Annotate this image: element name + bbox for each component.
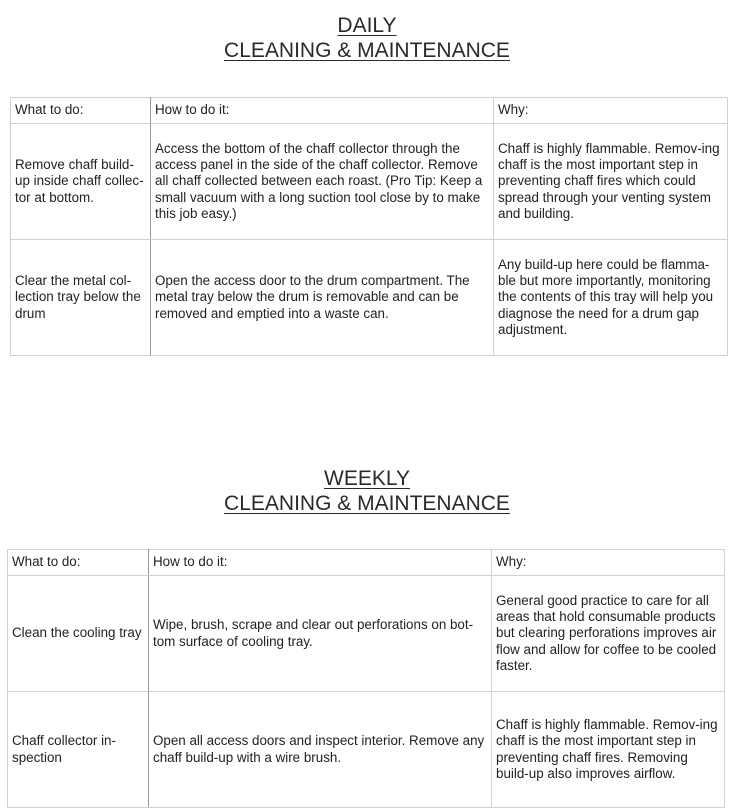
weekly-title-line2: CLEANING & MAINTENANCE: [224, 492, 510, 515]
cell-what: Clear the metal col-lection tray below the drum: [11, 240, 151, 356]
table-row: [8, 576, 725, 692]
table-row: [11, 124, 728, 240]
header-how: How to do it:: [149, 550, 492, 576]
cell-how: Open the access door to the drum compartment. The metal tray below the drum is removable and can be removed and emptied into a waste can.: [151, 240, 494, 356]
cell-why: General good practice to care for all areas that hold consumable products but clearing perforations improves air flow and allow for coffee to be cooled faster.: [492, 576, 725, 692]
cell-what: Chaff collector in-spection: [8, 692, 149, 808]
cell-what: Remove chaff build-up inside chaff collec-tor at bottom.: [11, 124, 151, 240]
cell-why: Any build-up here could be flamma-ble but more importantly, monitoring the contents of this tray will help you diagnose the need for a drum gap adjustment.: [494, 240, 728, 356]
table-header-row: [8, 550, 725, 576]
cell-why: Chaff is highly flammable. Remov-ing chaff is the most important step in preventing chaff fires which could spread through your venting system and building.: [494, 124, 728, 240]
daily-title-line2: CLEANING & MAINTENANCE: [224, 39, 510, 62]
weekly-heading: [0, 466, 734, 516]
cell-how: Wipe, brush, scrape and clear out perforations on bot-tom surface of cooling tray.: [149, 576, 492, 692]
header-how: How to do it:: [151, 98, 494, 124]
cell-how: Access the bottom of the chaff collector through the access panel in the side of the chaff collector. Remove all chaff collected between each roast. (Pro Tip: Keep a small vacuum with a long suction tool close by to make this job easy.): [151, 124, 494, 240]
cell-how: Open all access doors and inspect interior. Remove any chaff build-up with a wire brush.: [149, 692, 492, 808]
daily-maintenance-table: [10, 97, 728, 356]
daily-title-line1: DAILY: [337, 14, 397, 37]
weekly-title-line1: WEEKLY: [324, 467, 410, 490]
header-what: What to do:: [8, 550, 149, 576]
header-what: What to do:: [11, 98, 151, 124]
table-header-row: [11, 98, 728, 124]
weekly-maintenance-table: [7, 549, 725, 808]
cell-why: Chaff is highly flammable. Remov-ing chaff is the most important step in preventing chaff fires. Removing build-up also improves airflow.: [492, 692, 725, 808]
cell-what: Clean the cooling tray: [8, 576, 149, 692]
header-why: Why:: [492, 550, 725, 576]
table-row: [8, 692, 725, 808]
header-why: Why:: [494, 98, 728, 124]
daily-heading: [0, 13, 734, 63]
table-row: [11, 240, 728, 356]
